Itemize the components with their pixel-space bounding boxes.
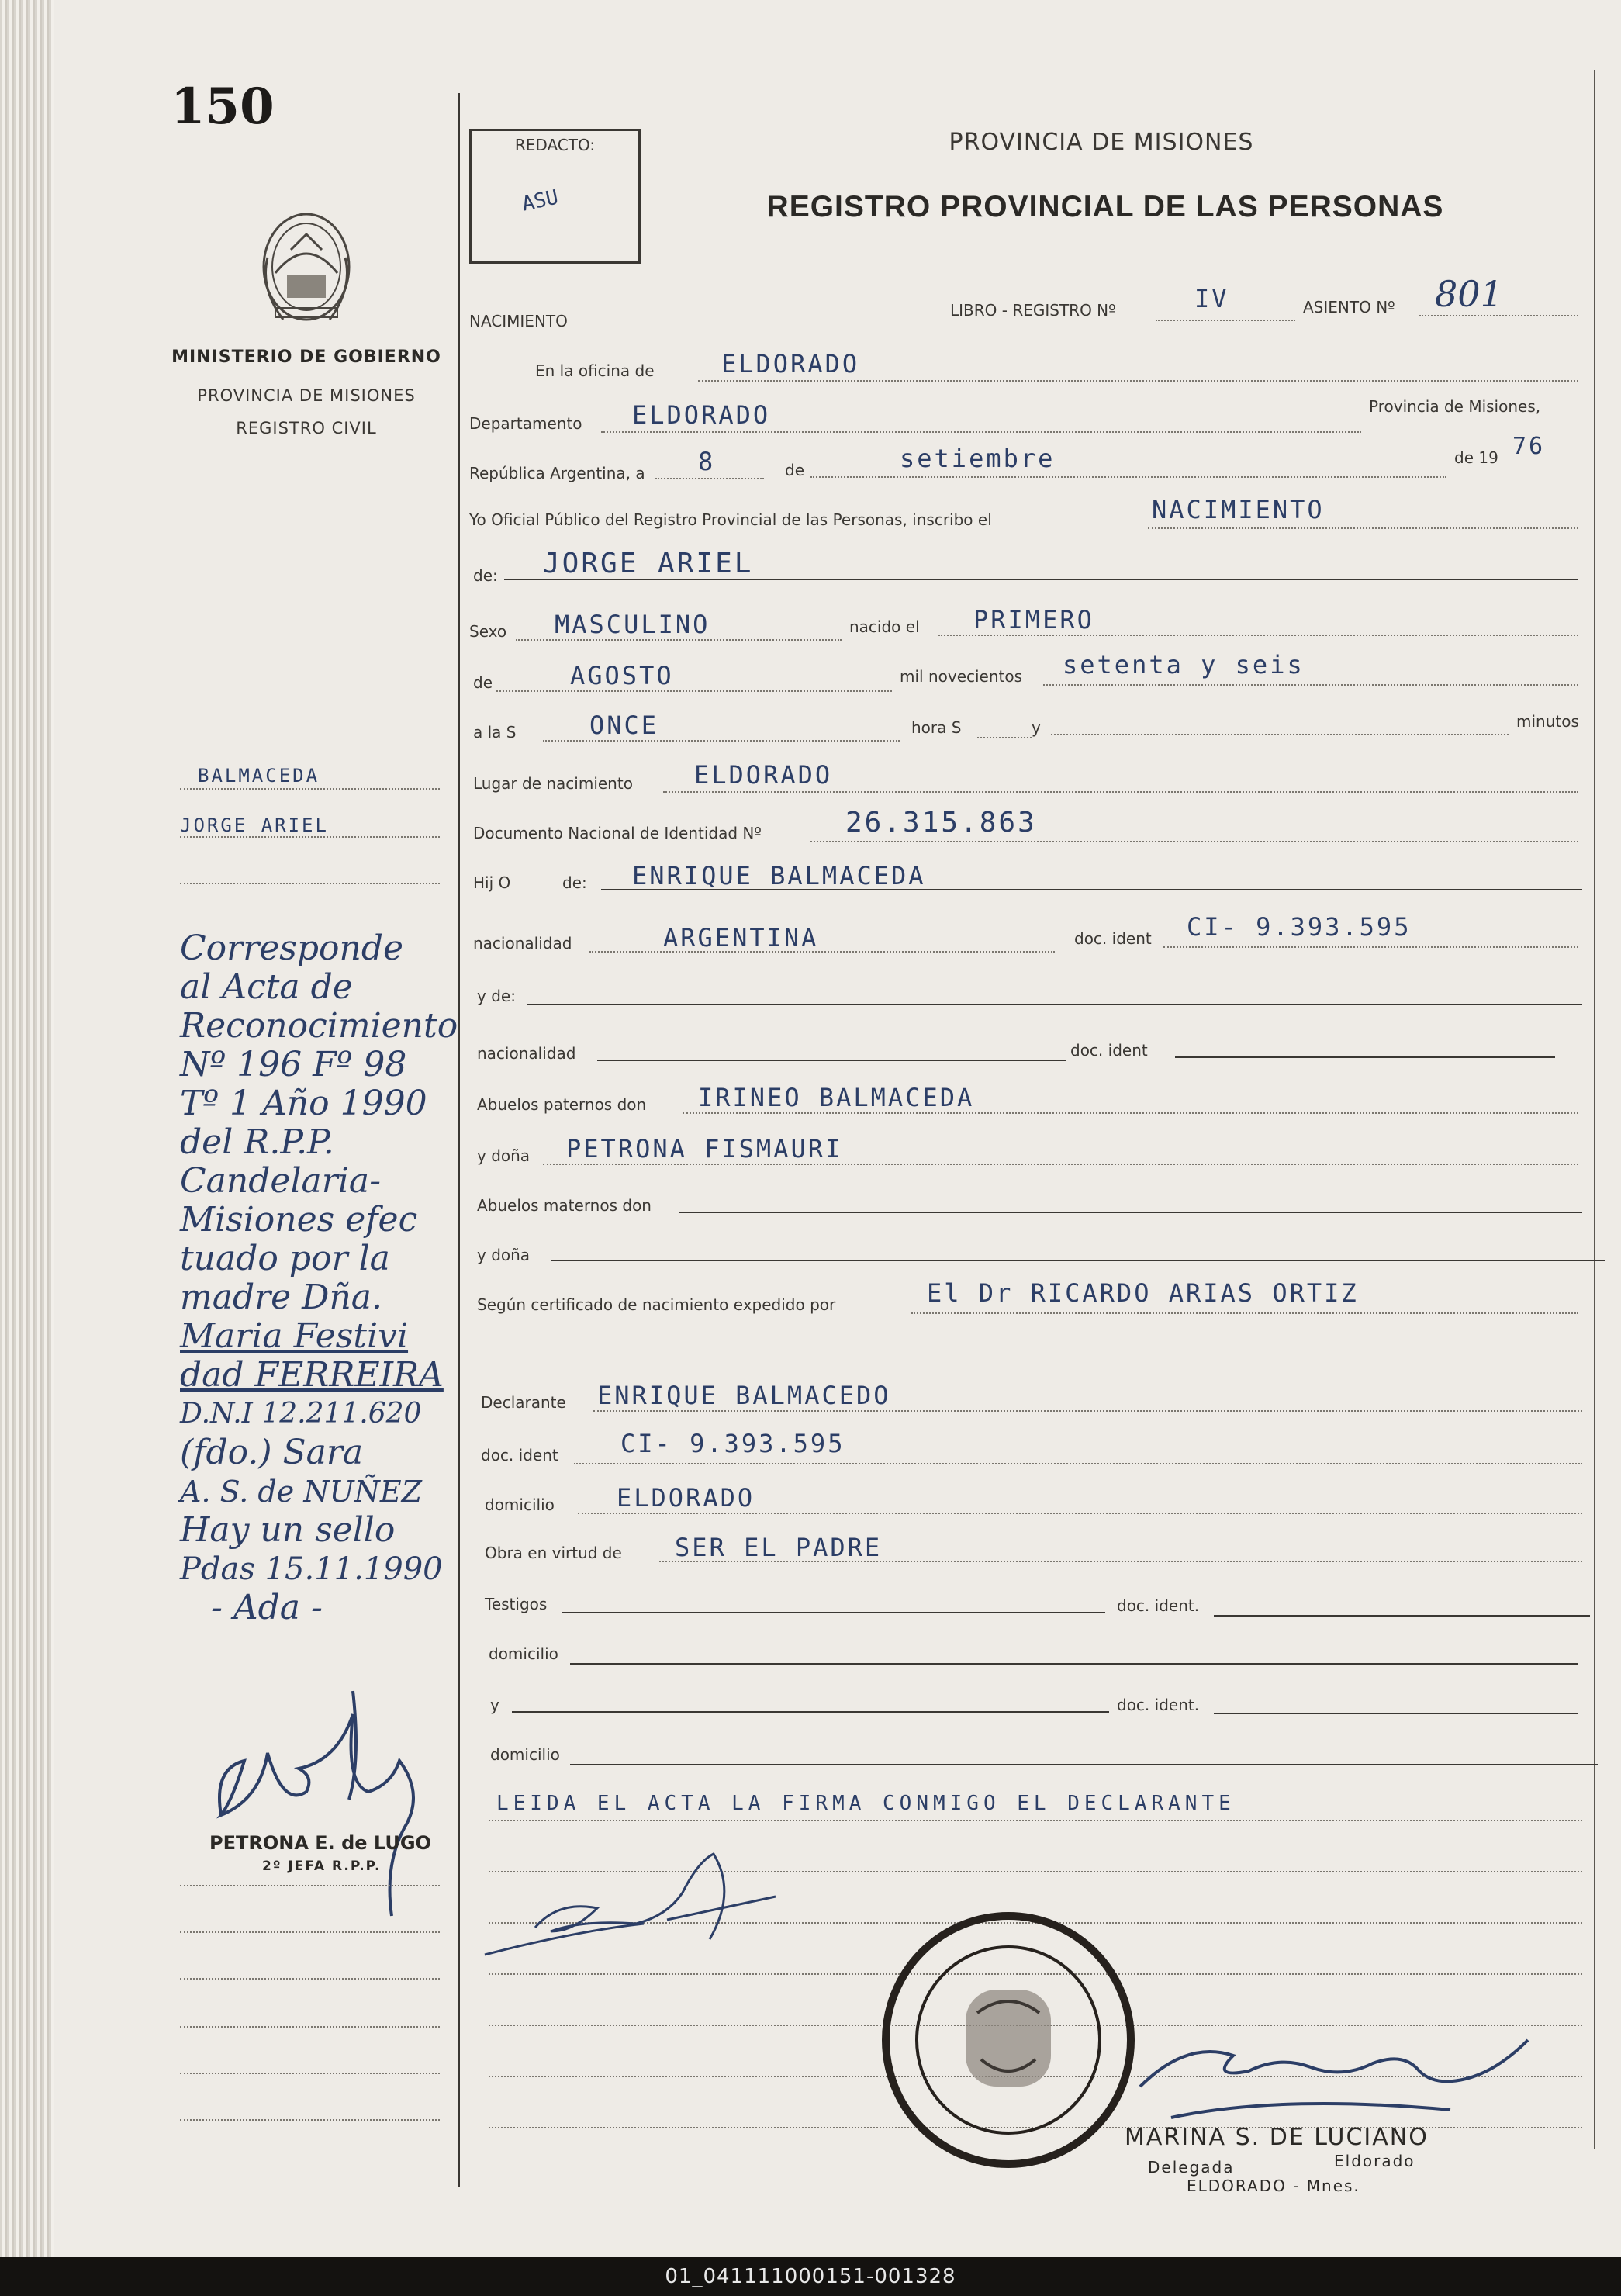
testigos-label: Testigos — [485, 1595, 548, 1613]
testigo2-label: y — [490, 1696, 499, 1714]
docd-value: CI- 9.393.595 — [620, 1429, 845, 1458]
certificado-label: Según certificado de nacimiento expedido por — [477, 1295, 836, 1314]
obra-value: SER EL PADRE — [675, 1533, 883, 1562]
nacido-label: nacido el — [849, 617, 920, 636]
page-number: 150 — [171, 78, 275, 136]
margin-note-line: Nº 196 Fº 98 — [180, 1045, 407, 1084]
docd-label: doc. ident — [481, 1446, 558, 1464]
page-stack-edge — [0, 0, 54, 2257]
abuelos-paternos-label: Abuelos paternos don — [477, 1095, 647, 1114]
margin-note-line: D.N.I 12.211.620 — [180, 1398, 422, 1430]
domicilio3-label: domicilio — [490, 1745, 560, 1764]
domicilio1-label: domicilio — [485, 1496, 555, 1514]
hijo-label: Hij O — [473, 873, 511, 892]
dni-value: 26.315.863 — [845, 807, 1037, 839]
birth-month: AGOSTO — [570, 661, 674, 690]
doc1-value: CI- 9.393.595 — [1187, 912, 1412, 942]
nacionalidad2-label: nacionalidad — [477, 1044, 576, 1063]
right-border — [1594, 70, 1595, 2149]
doct2-label: doc. ident. — [1117, 1696, 1200, 1714]
obra-label: Obra en virtud de — [485, 1544, 622, 1562]
departamento-value: ELDORADO — [632, 400, 771, 430]
official-stamp-location: ELDORADO - Mnes. — [1187, 2177, 1360, 2195]
birth-month-label: de — [473, 673, 493, 692]
date-day: 8 — [698, 447, 716, 476]
margin-note-line: (fdo.) Sara — [180, 1433, 364, 1472]
year-prefix: de 19 — [1454, 448, 1498, 467]
oficial-label: Yo Oficial Público del Registro Provincial de las Personas, inscribo el — [469, 510, 992, 529]
margin-note-line: al Acta de — [180, 967, 353, 1007]
record-type: NACIMIENTO — [469, 312, 568, 330]
redacto-box — [469, 129, 641, 264]
margin-note-line: Corresponde — [180, 928, 404, 968]
margin-note-line: Candelaria- — [180, 1161, 381, 1201]
province-heading: PROVINCIA DE MISIONES — [949, 129, 1254, 156]
official-seal-icon — [880, 1912, 1136, 2168]
margin-note-line: del R.P.P. — [180, 1122, 334, 1162]
provincia-suffix: Provincia de Misiones, — [1369, 397, 1541, 416]
sexo-value: MASCULINO — [555, 610, 710, 639]
doc2-label: doc. ident — [1070, 1041, 1148, 1060]
dni-label: Documento Nacional de Identidad Nº — [473, 824, 762, 842]
birth-year-words: setenta y seis — [1063, 650, 1305, 679]
declarante-label: Declarante — [481, 1393, 566, 1412]
lugar-value: ELDORADO — [694, 760, 833, 790]
abuela-materna-label: y doña — [477, 1246, 531, 1264]
departamento-label: Departamento — [469, 414, 582, 433]
oficina-label: En la oficina de — [535, 361, 655, 380]
oficial-value: NACIMIENTO — [1152, 495, 1325, 524]
doct1-label: doc. ident. — [1117, 1596, 1200, 1615]
republica-label: República Argentina, a — [469, 464, 645, 482]
nacionalidad1-label: nacionalidad — [473, 934, 572, 953]
oficina-value: ELDORADO — [721, 349, 860, 379]
margin-note-line: - Ada - — [211, 1588, 323, 1627]
margin-note-line: Tº 1 Año 1990 — [180, 1084, 427, 1123]
sexo-label: Sexo — [469, 622, 507, 641]
margin-note-line: tuado por la — [180, 1239, 390, 1278]
margin-note-line: Pdas 15.11.1990 — [180, 1551, 443, 1587]
official-stamp-name: MARINA S. DE LUCIANO — [1125, 2124, 1429, 2151]
declarante-signature — [481, 1846, 807, 1970]
official-signature — [1125, 2025, 1543, 2133]
asiento-value: 801 — [1435, 273, 1503, 315]
abuela-paterna-value: PETRONA FISMAURI — [566, 1134, 843, 1164]
child-name: JORGE ARIEL — [543, 548, 754, 579]
asiento-label: ASIENTO Nº — [1303, 298, 1395, 316]
libro-label: LIBRO - REGISTRO Nº — [950, 301, 1116, 320]
margin-given-name: JORGE ARIEL — [180, 814, 329, 836]
margin-note-line: Hay un sello — [180, 1510, 396, 1550]
official-stamp-title: Delegada — [1148, 2158, 1235, 2177]
date-month: setiembre — [900, 444, 1056, 473]
padre-name: ENRIQUE BALMACEDA — [632, 861, 926, 890]
mil-label: mil novecientos — [900, 667, 1023, 686]
official-stamp-place: Eldorado — [1334, 2152, 1415, 2170]
hora-value: ONCE — [589, 711, 659, 740]
date-de-label: de — [785, 461, 804, 479]
abuelos-maternos-label: Abuelos maternos don — [477, 1196, 652, 1215]
name-label: de: — [473, 566, 498, 585]
margin-stamp-title: 2º JEFA R.P.P. — [262, 1859, 382, 1874]
redacto-value: ASU — [520, 185, 561, 216]
margin-note — [180, 929, 458, 1627]
minutos-label: minutos — [1516, 712, 1579, 731]
year-suffix: 76 — [1512, 433, 1546, 460]
abuelos-paternos-value: IRINEO BALMACEDA — [698, 1083, 975, 1112]
lugar-label: Lugar de nacimiento — [473, 774, 633, 793]
domicilio1-value: ELDORADO — [617, 1483, 755, 1513]
margin-surname: BALMACEDA — [198, 765, 320, 787]
declarante-value: ENRIQUE BALMACEDO — [597, 1381, 891, 1410]
hijo-de-label: de: — [562, 873, 587, 892]
domicilio2-label: domicilio — [489, 1644, 558, 1663]
nacionalidad1-value: ARGENTINA — [663, 923, 819, 953]
ministry-province: PROVINCIA DE MISIONES — [197, 386, 416, 405]
margin-note-line: Maria Festivi — [180, 1316, 409, 1356]
abuela-paterna-label: y doña — [477, 1146, 531, 1165]
hora-label: a la S — [473, 723, 517, 742]
registry-heading: REGISTRO PROVINCIAL DE LAS PERSONAS — [766, 190, 1444, 223]
certificado-value: El Dr RICARDO ARIAS ORTIZ — [927, 1278, 1359, 1308]
horas-label: hora S — [911, 718, 962, 737]
margin-note-line: dad FERREIRA — [180, 1355, 444, 1395]
ministry-office: REGISTRO CIVIL — [236, 419, 377, 437]
margin-stamp-name: PETRONA E. de LUGO — [209, 1832, 431, 1854]
margin-signature — [198, 1683, 477, 1939]
margin-note-line: Misiones efec — [180, 1200, 418, 1240]
leida-text: LEIDA EL ACTA LA FIRMA CONMIGO EL DECLARANTE — [496, 1792, 1236, 1815]
document-id-footer: 01_041111000151-001328 — [0, 2257, 1621, 2296]
redacto-label: REDACTO: — [514, 136, 596, 154]
ministry-title: MINISTERIO DE GOBIERNO — [171, 348, 441, 367]
margin-note-line: madre Dña. — [180, 1278, 383, 1317]
margin-note-line: Reconocimiento — [180, 1006, 458, 1046]
provincial-coat-of-arms-icon — [252, 203, 361, 327]
libro-value: IV — [1194, 284, 1229, 313]
madre-label: y de: — [477, 987, 516, 1005]
doc1-label: doc. ident — [1074, 929, 1152, 948]
margin-note-line: A. S. de NUÑEZ — [180, 1475, 422, 1509]
minutos-y-label: y — [1032, 718, 1041, 737]
nacido-value: PRIMERO — [973, 605, 1094, 635]
